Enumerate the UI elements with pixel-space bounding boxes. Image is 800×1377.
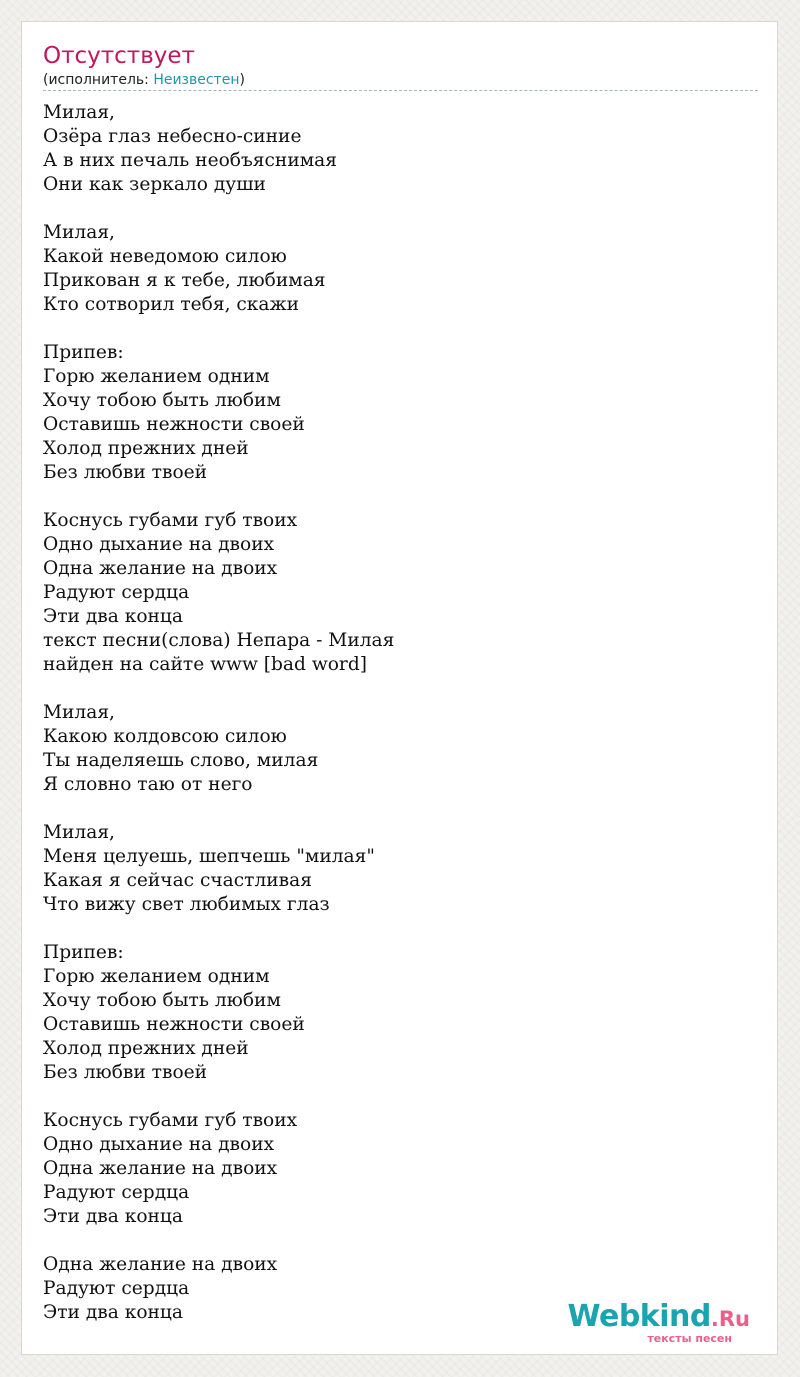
stanza-break <box>43 485 758 509</box>
logo-domain: .Ru <box>710 1307 750 1331</box>
lyric-line: Припев: <box>43 342 124 363</box>
lyric-line: Ты наделяешь слово, милая <box>43 750 319 771</box>
lyric-line: Эти два конца <box>43 1302 183 1323</box>
lyric-line: Припев: <box>43 942 124 963</box>
stanza-break <box>43 1229 758 1253</box>
lyric-line: Милая, <box>43 822 115 843</box>
lyric-line: Одна желание на двоих <box>43 558 278 579</box>
lyric-line: Холод прежних дней <box>43 438 249 459</box>
artist-prefix: (исполнитель: <box>43 72 154 88</box>
lyric-line: Одно дыхание на двоих <box>43 1134 275 1155</box>
stanza-break <box>43 677 758 701</box>
lyric-line: Одна желание на двоих <box>43 1158 278 1179</box>
site-logo[interactable] <box>560 1300 750 1344</box>
lyric-line: Хочу тобою быть любим <box>43 390 281 411</box>
lyric-line: Радуют сердца <box>43 1278 190 1299</box>
lyrics-card <box>21 21 778 1355</box>
lyric-line: Горю желанием одним <box>43 366 270 387</box>
lyric-line: Без любви твоей <box>43 462 208 483</box>
lyric-line: Холод прежних дней <box>43 1038 249 1059</box>
lyric-line: Оставишь нежности своей <box>43 1014 305 1035</box>
lyric-line: Меня целуешь, шепчешь "милая" <box>43 846 375 867</box>
lyric-line: Горю желанием одним <box>43 966 270 987</box>
artist-suffix: ) <box>239 72 245 88</box>
logo-tagline: тексты песен <box>647 1332 732 1345</box>
lyric-line: Эти два конца <box>43 606 183 627</box>
lyric-line: Милая, <box>43 702 115 723</box>
lyric-line: Радуют сердца <box>43 582 190 603</box>
lyric-line: Коснусь губами губ твоих <box>43 510 298 531</box>
lyric-line: Милая, <box>43 102 115 123</box>
lyric-line: Милая, <box>43 222 115 243</box>
lyric-line: Озёра глаз небесно-синие <box>43 126 302 147</box>
stanza-break <box>43 197 758 221</box>
lyric-line: А в них печаль необъяснимая <box>43 150 337 171</box>
artist-link[interactable]: Неизвестен <box>153 72 240 88</box>
lyric-line: Одна желание на двоих <box>43 1254 278 1275</box>
lyric-line: Коснусь губами губ твоих <box>43 1110 298 1131</box>
lyric-line: Оставишь нежности своей <box>43 414 305 435</box>
lyric-line: Без любви твоей <box>43 1062 208 1083</box>
lyric-line: Кто сотворил тебя, скажи <box>43 294 300 315</box>
lyric-line: Какая я сейчас счастливая <box>43 870 312 891</box>
lyrics-body <box>43 101 758 1325</box>
stanza-break <box>43 317 758 341</box>
lyric-line: Я словно таю от него <box>43 774 253 795</box>
artist-line <box>43 71 245 89</box>
lyric-line: текст песни(слова) Непара - Милая <box>43 630 395 651</box>
title-divider <box>43 90 758 91</box>
lyric-line: Радуют сердца <box>43 1182 190 1203</box>
lyric-line: Они как зеркало души <box>43 174 266 195</box>
song-title: Отсутствует <box>43 43 195 69</box>
lyric-line: найден на сайте www [bad word] <box>43 654 367 675</box>
logo-word: Webkind <box>567 1299 711 1334</box>
lyric-line: Что вижу свет любимых глаз <box>43 894 330 915</box>
lyric-line: Какой неведомою силою <box>43 246 287 267</box>
lyric-line: Одно дыхание на двоих <box>43 534 275 555</box>
stanza-break <box>43 1085 758 1109</box>
stanza-break <box>43 797 758 821</box>
lyric-line: Хочу тобою быть любим <box>43 990 281 1011</box>
lyric-line: Прикован я к тебе, любимая <box>43 270 326 291</box>
lyric-line: Какою колдовсою силою <box>43 726 287 747</box>
stanza-break <box>43 917 758 941</box>
lyric-line: Эти два конца <box>43 1206 183 1227</box>
